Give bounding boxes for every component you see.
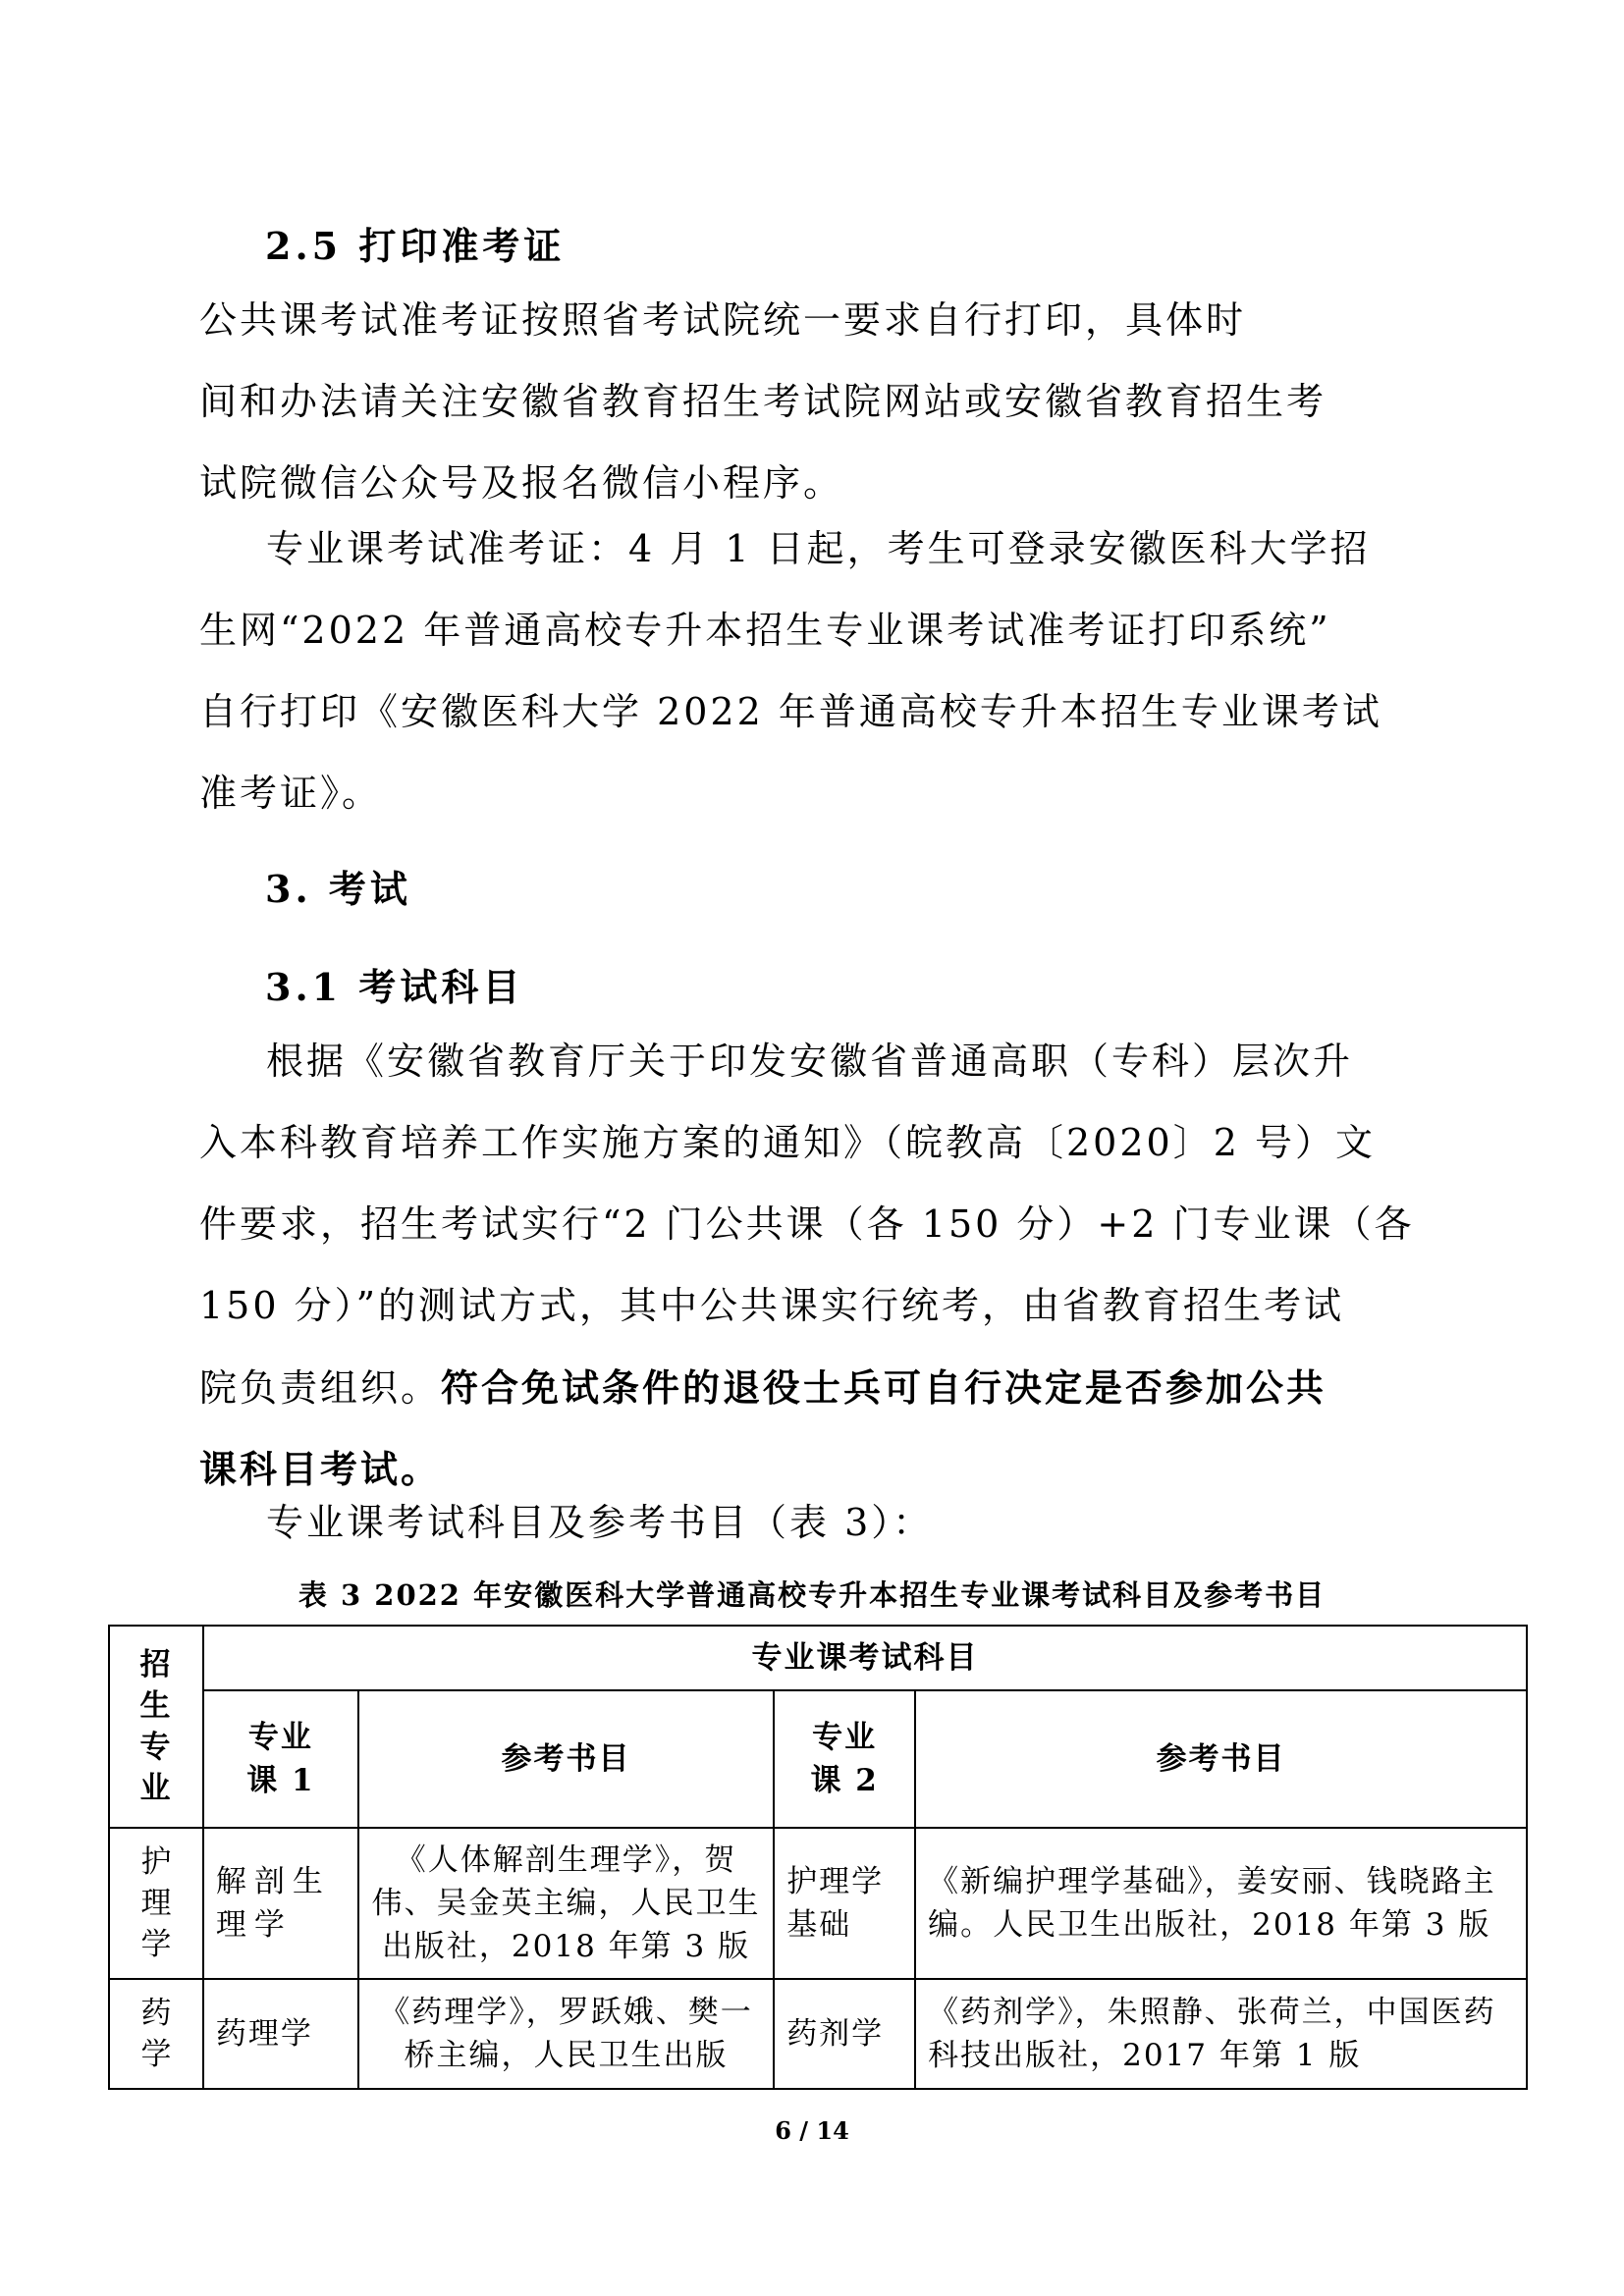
paragraph-table-intro: [199, 1482, 1436, 1564]
table-row: [109, 1828, 1527, 1979]
page-number: 6 / 14: [775, 2116, 849, 2145]
text-line: 生网“2022 年普通高校专升本招生专业课考试准考证打印系统”: [199, 609, 1331, 652]
cell-major: 药学: [109, 1979, 203, 2089]
text-line: 入本科教育培养工作实施方案的通知》（皖教高〔2020〕2 号）文: [199, 1121, 1376, 1164]
text-line: 准考证》。: [199, 772, 383, 815]
cell-course-1: 药理学: [203, 1979, 358, 2089]
text-line: 专业课考试科目及参考书目（表 3）：: [266, 1501, 934, 1544]
heading-3: 3. 考试: [265, 867, 411, 911]
text-bold-veteran-note-end: 课科目考试。: [199, 1447, 442, 1491]
exam-subjects-table: [108, 1625, 1528, 2090]
text-normal: 院负责组织。: [199, 1366, 442, 1410]
text-line: 专业课考试准考证：4 月 1 日起，考生可登录安徽医科大学招: [266, 527, 1371, 570]
cell-ref-2: 《新编护理学基础》，姜安丽、钱晓路主编。人民卫生出版社，2018 年第 3 版: [915, 1828, 1527, 1979]
text-bold-veteran-note: 符合免试条件的退役士兵可自行决定是否参加公共: [441, 1365, 1327, 1410]
header-ref-2: 参考书目: [915, 1690, 1527, 1828]
heading-2-5: 2.5 打印准考证: [265, 224, 566, 268]
cell-course-2: 药剂学: [774, 1979, 915, 2089]
text-line: 试院微信公众号及报名微信小程序。: [199, 461, 844, 505]
text-line: 公共课考试准考证按照省考试院统一要求自行打印，具体时: [199, 298, 1247, 342]
table-caption: 表 3 2022 年安徽医科大学普通高校专升本招生专业课考试科目及参考书目: [298, 1578, 1326, 1612]
text-line: 自行打印《安徽医科大学 2022 年普通高校专升本招生专业课考试: [199, 690, 1382, 733]
header-course-1: 专业课 1: [203, 1690, 358, 1828]
header-course-2: 专业课 2: [774, 1690, 915, 1828]
text-line: [199, 1347, 1436, 1428]
text-line: 间和办法请关注安徽省教育招生考试院网站或安徽省教育招生考: [199, 380, 1327, 423]
cell-course-2: 护理学基础: [774, 1828, 915, 1979]
paragraph-admission-ticket-public: [199, 280, 1436, 524]
paragraph-exam-subjects: [199, 1021, 1436, 1510]
text-line: 件要求，招生考试实行“2 门公共课（各 150 分）+2 门专业课（各: [199, 1202, 1415, 1246]
text-line: 150 分）”的测试方式，其中公共课实行统考，由省教育招生考试: [199, 1284, 1345, 1327]
table-header-row: [109, 1626, 1527, 1690]
paragraph-admission-ticket-professional: [199, 508, 1436, 834]
cell-ref-1: 《人体解剖生理学》，贺伟、吴金英主编，人民卫生出版社，2018 年第 3 版: [358, 1828, 774, 1979]
cell-course-1: 解剖生理学: [203, 1828, 358, 1979]
table-row: [109, 1979, 1527, 2089]
header-group: 专业课考试科目: [203, 1626, 1527, 1690]
text-line: 根据《安徽省教育厅关于印发安徽省普通高职（专科）层次升: [266, 1040, 1354, 1083]
table-subheader-row: [109, 1690, 1527, 1828]
heading-3-1: 3.1 考试科目: [265, 965, 524, 1009]
header-major: 招生专业: [109, 1626, 203, 1828]
header-ref-1: 参考书目: [358, 1690, 774, 1828]
cell-ref-1: 《药理学》，罗跃娥、樊一桥主编，人民卫生出版: [358, 1979, 774, 2089]
cell-ref-2: 《药剂学》，朱照静、张荷兰，中国医药科技出版社，2017 年第 1 版: [915, 1979, 1527, 2089]
cell-major: 护理学: [109, 1828, 203, 1979]
